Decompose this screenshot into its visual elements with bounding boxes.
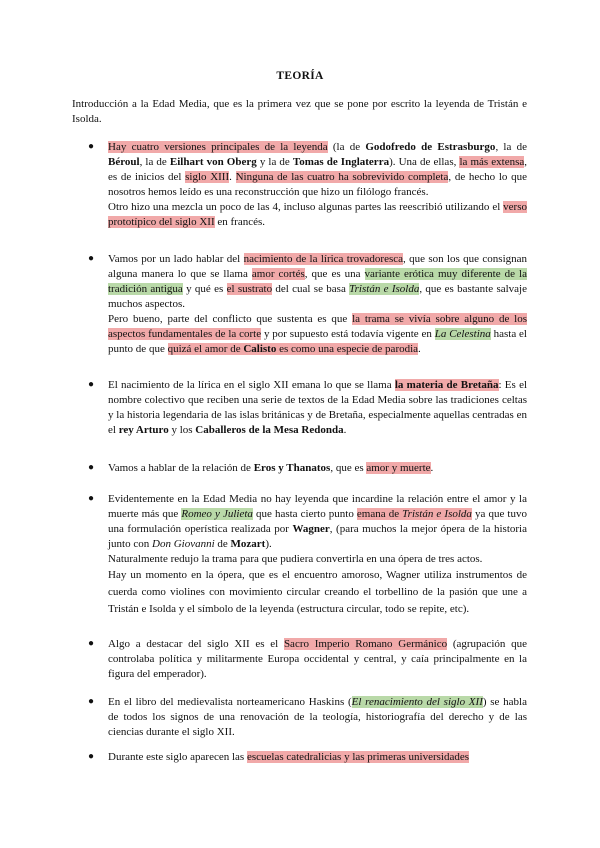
bullet-icon: ● bbox=[88, 696, 95, 707]
intro-paragraph: Introducción a la Edad Media, que es la primera vez que se pone por escrito la leyenda de Tristán e Isolda. bbox=[72, 98, 527, 125]
paragraph: El nacimiento de la lírica en el siglo XII emana lo que se llama la materia de Bretaña: Es el nombre colectivo que reciben una serie de textos de la Edad Media sobre las tradiciones celtas y la historia legendaria de las islas británicas y de Bretaña, especialmente aquellas centradas en el rey Arturo y los Caballeros de la Mesa Redonda. bbox=[108, 379, 528, 436]
paragraph: Naturalmente redujo la trama para que pudiera convertirla en una ópera de tres actos. bbox=[108, 553, 483, 565]
paragraph: Hay cuatro versiones principales de la leyenda (la de Godofredo de Estrasburgo, la de Béroul, la de Eilhart von Oberg y la de Tomas de Inglaterra). Una de ellas, la más extensa, es de inicios del siglo XIII. Ninguna de las cuatro ha sobrevivido completa, de hecho lo que nosotros hemos leído es una reconstrucción que hizo un filólogo francés. bbox=[108, 141, 528, 198]
bullet-icon: ● bbox=[88, 638, 95, 649]
bullet-icon: ● bbox=[88, 462, 95, 473]
bullet-icon: ● bbox=[88, 751, 95, 762]
paragraph: En el libro del medievalista norteamericano Haskins (El renacimiento del siglo XII) se habla de todos los signos de una renovación de la teología, historiografía del derecho y de las ciencias durante el siglo XII. bbox=[108, 696, 527, 738]
paragraph: Vamos a hablar de la relación de Eros y Thanatos, que es amor y muerte. bbox=[108, 462, 434, 474]
paragraph: Durante este siglo aparecen las escuelas catedralicias y las primeras universidades bbox=[108, 751, 470, 763]
paragraph: Vamos por un lado hablar del nacimiento de la lírica trovadoresca, que son los que consignan alguna manera lo que se llama amor cortés, que es una variante erótica muy diferente de la tradición antigua y qué es el sustrato del cual se basa Tristán e Isolda, que es bastante salvaje muchos aspectos. bbox=[108, 253, 528, 310]
paragraph: Otro hizo una mezcla un poco de las 4, incluso algunas partes las reescribió utilizando el verso prototípico del siglo XII en francés. bbox=[108, 201, 527, 228]
paragraph: Evidentemente en la Edad Media no hay leyenda que incardine la relación entre el amor y la muerte más que Romeo y Julieta que hasta cierto punto emana de Tristán e Isolda ya que tuvo una formulación operística realizada por Wagner, (para muchos la mejor ópera de la historia junto con Don Giovanni de Mozart). bbox=[108, 493, 527, 550]
bullet-icon: ● bbox=[88, 493, 95, 504]
paragraph: Algo a destacar del siglo XII es el Sacro Imperio Romano Germánico (agrupación que controlaba política y militarmente Europa occidental y central, y caía principalmente en la figura del emperador). bbox=[108, 638, 527, 680]
paragraph: Pero bueno, parte del conflicto que sustenta es que la trama se vivía sobre alguno de los aspectos fundamentales de la corte y por supuesto está todavía vigente en La Celestina hasta el punto de que quizá el amor de Calisto es como una especie de parodia. bbox=[108, 313, 527, 355]
bullet-icon: ● bbox=[88, 141, 95, 152]
page-title: TEORÍA bbox=[276, 70, 324, 82]
paragraph: Hay un momento en la ópera, que es el encuentro amoroso, Wagner utiliza instrumentos de cuerda como violines con movimiento circular creando el torbellino de la pasión que une a Tristán e Isolda y el símbolo de la leyenda (estructura circular, todo se repite, etc). bbox=[108, 569, 527, 615]
bullet-icon: ● bbox=[88, 253, 95, 264]
bullet-icon: ● bbox=[88, 379, 95, 390]
